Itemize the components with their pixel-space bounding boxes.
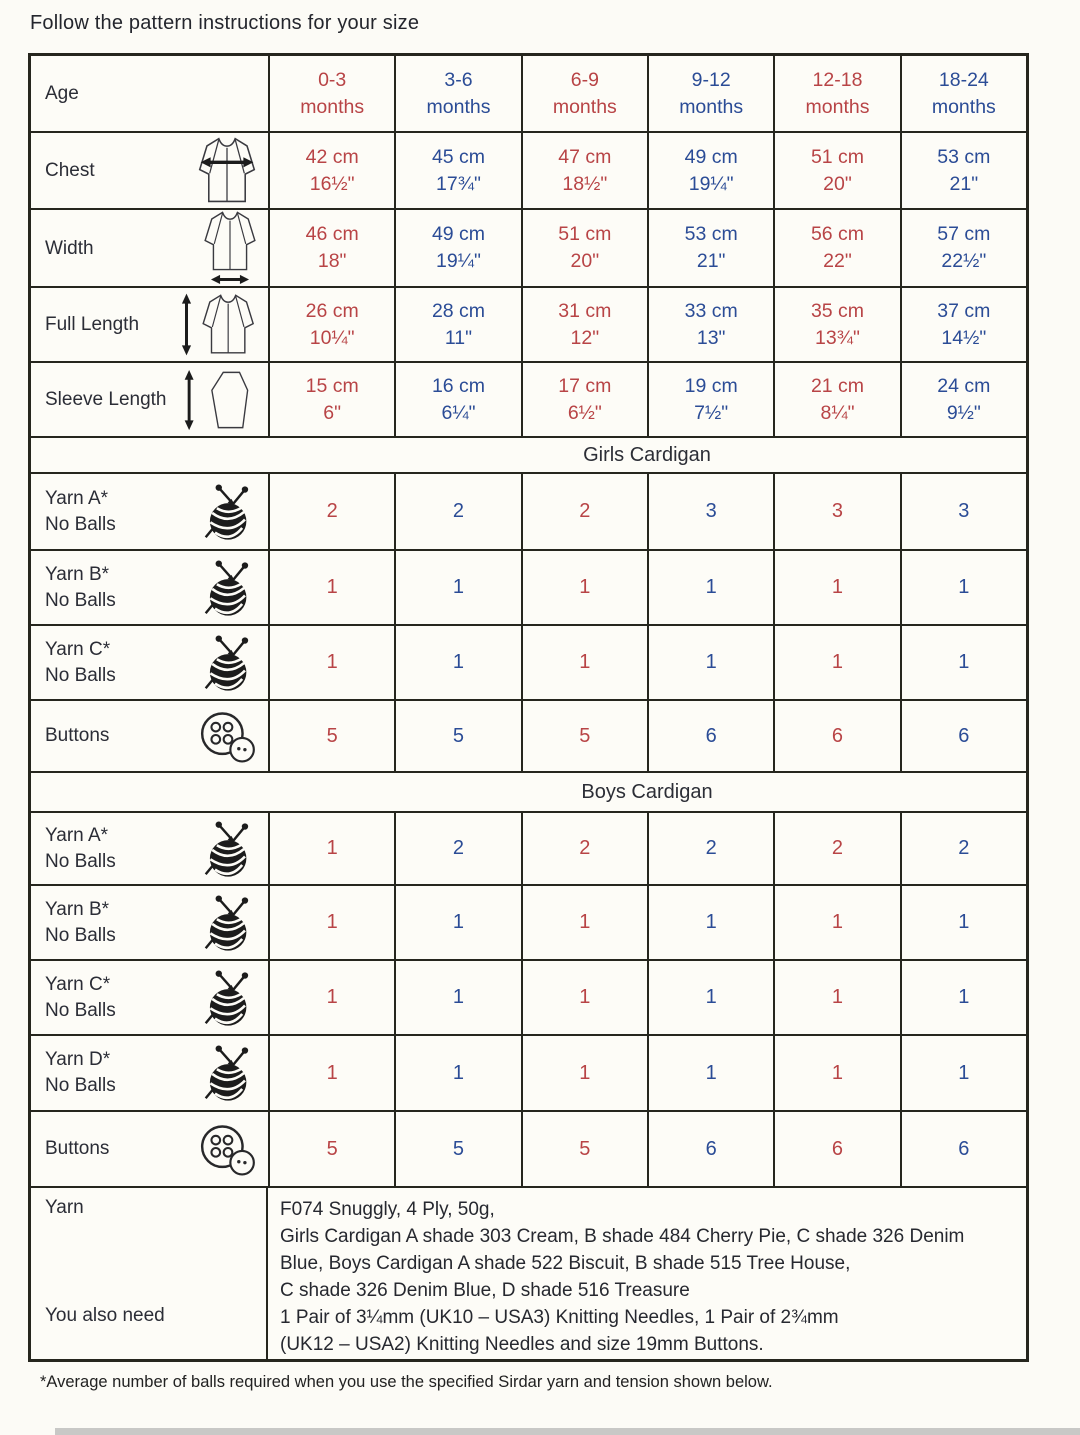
measurement-inches: 11": [444, 326, 473, 349]
requirement-value: 1: [831, 1061, 844, 1084]
requirement-value: 1: [831, 651, 844, 673]
requirement-value-cell: [773, 1034, 899, 1110]
sleeve-length-icon: [181, 367, 259, 433]
requirement-value: 1: [705, 1061, 717, 1084]
row-label-boys-buttons: [31, 1110, 268, 1186]
requirement-value-cell: [268, 624, 394, 699]
measurement-inches: 17¾": [436, 172, 481, 195]
measurement-cm: 51 cm: [558, 223, 612, 245]
section-title: Girls Cardigan: [583, 443, 711, 466]
requirement-sublabel: No Balls: [45, 513, 116, 535]
requirement-sublabel: No Balls: [45, 664, 116, 686]
measurement-label: Width: [45, 237, 94, 259]
requirement-value: 1: [579, 911, 591, 933]
requirement-value: 5: [579, 724, 591, 747]
measurement-inches: 19¼": [436, 250, 481, 272]
requirement-value-cell: [521, 959, 647, 1034]
requirement-value: 1: [452, 651, 465, 673]
measurement-cm: 46 cm: [305, 223, 359, 245]
requirement-value: 5: [579, 1137, 591, 1160]
row-label-boys-yarn-d: [31, 1034, 268, 1110]
requirement-value-cell: [394, 884, 520, 959]
you-also-need-label: You also need: [45, 1305, 165, 1326]
requirement-value: 1: [705, 651, 717, 673]
measurement-inches: 14½": [941, 326, 987, 349]
requirement-value-cell: [394, 811, 520, 884]
requirement-value: 5: [452, 1137, 465, 1160]
measurement-cm: 21 cm: [810, 374, 865, 397]
measurement-cm: 15 cm: [305, 374, 359, 397]
requirement-value: 1: [831, 986, 844, 1008]
requirement-value: 6: [958, 1137, 970, 1160]
measurement-inches: 20": [570, 250, 600, 272]
measurement-cm: 42 cm: [305, 145, 359, 168]
measurement-value-cell: [773, 131, 899, 208]
yarn-ball-icon: [201, 892, 259, 954]
age-column-header: [521, 56, 647, 131]
age-column-header: [773, 56, 899, 131]
page-title: Follow the pattern instructions for your size: [30, 12, 420, 34]
requirement-value: 3: [705, 500, 717, 522]
measurement-value-cell: [773, 286, 899, 361]
measurement-cm: 16 cm: [431, 374, 486, 397]
measurement-cm: 35 cm: [810, 299, 865, 322]
requirement-value-cell: [647, 624, 773, 699]
row-label-chest: [31, 131, 268, 208]
requirement-value: 3: [831, 500, 844, 522]
requirement-value-cell: [521, 1110, 647, 1186]
requirement-value: 1: [452, 1061, 465, 1084]
requirement-value: 1: [958, 911, 970, 933]
row-label-girls-yarn-b: [31, 549, 268, 624]
measurement-cm: 45 cm: [431, 145, 486, 168]
requirement-value-cell: [268, 472, 394, 549]
measurement-inches: 20": [823, 172, 852, 195]
measurement-value-cell: [268, 208, 394, 286]
row-label-boys-yarn-b: [31, 884, 268, 959]
requirement-value-cell: [773, 549, 899, 624]
measurement-cm: 56 cm: [810, 223, 865, 245]
requirement-value: 2: [831, 837, 844, 859]
measurement-inches: 6¼": [441, 401, 476, 424]
requirement-value: 1: [579, 986, 591, 1008]
requirement-value-cell: [773, 472, 899, 549]
age-unit-label: months: [805, 95, 870, 118]
yarn-ball-icon: [201, 481, 259, 543]
measurement-label: Chest: [45, 160, 95, 181]
measurement-value-cell: [268, 131, 394, 208]
age-column-header: [394, 56, 520, 131]
measurement-inches: 7½": [694, 401, 729, 424]
requirement-value-cell: [268, 549, 394, 624]
measurement-value-cell: [521, 131, 647, 208]
measurement-cm: 51 cm: [810, 145, 865, 168]
measurement-value-cell: [268, 361, 394, 436]
requirement-value-cell: [900, 1034, 1026, 1110]
requirement-label-lines: [45, 562, 116, 614]
needles-buttons-line: (UK12 – USA2) Knitting Needles and size 19mm Buttons.: [280, 1334, 764, 1355]
requirement-value: 6: [705, 1137, 717, 1160]
requirement-sublabel: No Balls: [45, 1075, 116, 1096]
requirement-value-cell: [647, 699, 773, 771]
requirement-value-cell: [647, 472, 773, 549]
age-range: 3-6: [444, 68, 473, 91]
yarn-ball-icon: [201, 557, 259, 619]
info-label-column: [31, 1188, 268, 1359]
requirement-value-cell: [647, 959, 773, 1034]
age-label: Age: [45, 83, 79, 104]
requirement-value-cell: [773, 811, 899, 884]
row-label-girls-yarn-c: [31, 624, 268, 699]
requirement-value-cell: [900, 1110, 1026, 1186]
requirement-value: 3: [958, 500, 970, 522]
yarn-ball-icon: [201, 632, 259, 694]
measurement-cm: 49 cm: [431, 223, 486, 245]
requirement-label-lines: [45, 486, 116, 538]
measurement-inches: 6": [323, 401, 342, 424]
yarn-row-label: Yarn: [45, 1197, 84, 1218]
yarn-details-line: Blue, Boys Cardigan A shade 522 Biscuit, B shade 515 Tree House,: [280, 1253, 851, 1274]
row-label-boys-yarn-c: [31, 959, 268, 1034]
requirement-value-cell: [647, 811, 773, 884]
requirement-value: 6: [958, 724, 970, 747]
measurement-value-cell: [394, 286, 520, 361]
requirement-value: 1: [326, 837, 338, 859]
requirement-value-cell: [773, 959, 899, 1034]
row-label-girls-yarn-a: [31, 472, 268, 549]
measurement-inches: 16½": [309, 172, 355, 195]
row-label-age: [31, 56, 268, 131]
age-unit-label: months: [426, 95, 491, 118]
measurement-value-cell: [900, 208, 1026, 286]
requirement-label: Yarn A*: [45, 487, 109, 509]
measurement-value-cell: [394, 208, 520, 286]
requirement-value-cell: [900, 472, 1026, 549]
requirement-value: 2: [452, 837, 465, 859]
requirement-value: 2: [452, 500, 465, 522]
requirement-value: 1: [705, 576, 717, 598]
measurement-cm: 57 cm: [937, 223, 991, 245]
requirement-value-cell: [394, 699, 520, 771]
measurement-inches: 19¼": [688, 172, 734, 195]
requirement-value: 1: [326, 986, 338, 1008]
measurement-inches: 22½": [941, 250, 987, 272]
yarn-details-line: Girls Cardigan A shade 303 Cream, B shade 484 Cherry Pie, C shade 326 Denim: [280, 1226, 965, 1247]
age-unit-label: months: [552, 95, 617, 118]
measurement-cm: 24 cm: [937, 374, 991, 397]
measurement-inches: 21": [696, 250, 726, 272]
requirement-value-cell: [647, 884, 773, 959]
scan-edge-artifact: [55, 1428, 1080, 1435]
requirement-label-lines: [45, 972, 116, 1024]
cardigan-width-icon: [201, 209, 259, 287]
requirement-value: 1: [705, 911, 717, 933]
requirement-value: 2: [326, 500, 338, 522]
section-header-boys-cardigan: [31, 771, 1026, 811]
requirement-value-cell: [394, 1110, 520, 1186]
requirement-value-cell: [521, 549, 647, 624]
measurement-inches: 22": [823, 250, 852, 272]
measurement-label: Sleeve Length: [45, 389, 167, 410]
requirement-value: 5: [326, 724, 338, 747]
info-text-column: [268, 1188, 1026, 1359]
requirement-value-cell: [268, 959, 394, 1034]
requirement-value: 1: [579, 651, 591, 673]
measurement-inches: 6½": [567, 401, 602, 424]
requirement-value-cell: [268, 1110, 394, 1186]
measurement-value-cell: [647, 361, 773, 436]
requirement-sublabel: No Balls: [45, 999, 116, 1021]
requirement-label: Buttons: [45, 1138, 110, 1159]
requirement-label: Yarn B*: [45, 563, 110, 585]
measurement-value-cell: [394, 361, 520, 436]
buttons-icon: [197, 709, 259, 764]
requirement-label-lines: [45, 637, 116, 689]
requirement-label-lines: [45, 723, 109, 749]
measurement-inches: 18": [317, 250, 347, 272]
age-range: 6-9: [570, 68, 599, 91]
needles-buttons-line: 1 Pair of 3¼mm (UK10 – USA3) Knitting Needles, 1 Pair of 2¾mm: [280, 1307, 839, 1328]
requirement-value: 1: [326, 576, 338, 598]
measurement-inches: 13": [696, 326, 726, 349]
measurement-cm: 31 cm: [558, 299, 612, 322]
measurement-value-cell: [521, 208, 647, 286]
measurement-value-cell: [647, 131, 773, 208]
requirement-value-cell: [268, 884, 394, 959]
requirement-value: 1: [579, 1061, 591, 1084]
requirement-value-cell: [773, 1110, 899, 1186]
requirement-value-cell: [773, 884, 899, 959]
section-header-girls-cardigan: [31, 436, 1026, 472]
requirement-value: 2: [958, 837, 970, 859]
requirement-value-cell: [268, 1034, 394, 1110]
requirement-value: 1: [958, 1061, 970, 1084]
requirement-value: 2: [579, 837, 591, 859]
measurement-cm: 26 cm: [305, 299, 359, 322]
requirement-value-cell: [900, 699, 1026, 771]
requirement-value-cell: [394, 959, 520, 1034]
cardigan-length-icon: [179, 291, 259, 358]
age-range: 18-24: [938, 68, 989, 91]
requirement-value: 1: [958, 576, 970, 598]
measurement-value-cell: [268, 286, 394, 361]
requirement-value-cell: [900, 624, 1026, 699]
row-label-width: [31, 208, 268, 286]
requirement-value-cell: [773, 699, 899, 771]
requirement-value-cell: [521, 699, 647, 771]
measurement-inches: 18½": [562, 172, 608, 195]
requirement-value-cell: [521, 1034, 647, 1110]
requirement-value-cell: [647, 1034, 773, 1110]
measurement-value-cell: [521, 361, 647, 436]
measurement-label: Full Length: [45, 314, 140, 335]
yarn-ball-icon: [201, 1042, 259, 1104]
requirement-value-cell: [394, 1034, 520, 1110]
measurement-cm: 53 cm: [684, 223, 738, 245]
requirement-label-lines: [45, 823, 116, 875]
requirement-value: 1: [452, 911, 465, 933]
section-title: Boys Cardigan: [581, 780, 713, 803]
measurement-value-cell: [773, 361, 899, 436]
measurement-value-cell: [521, 286, 647, 361]
requirement-label: Yarn C*: [45, 638, 111, 660]
age-unit-label: months: [300, 95, 365, 118]
measurement-inches: 13¾": [815, 326, 860, 349]
requirement-value: 5: [326, 1137, 338, 1160]
requirement-value-cell: [394, 624, 520, 699]
requirement-value-cell: [521, 624, 647, 699]
requirement-value: 6: [705, 724, 717, 747]
requirement-value: 1: [831, 576, 844, 598]
requirement-label: Yarn D*: [45, 1049, 111, 1070]
requirement-value-cell: [394, 472, 520, 549]
measurement-value-cell: [900, 361, 1026, 436]
measurement-cm: 53 cm: [937, 145, 991, 168]
measurement-value-cell: [900, 286, 1026, 361]
requirement-value: 1: [326, 651, 338, 673]
requirement-value-cell: [521, 811, 647, 884]
requirement-label: Yarn A*: [45, 824, 109, 846]
requirement-value-cell: [394, 549, 520, 624]
footnote: *Average number of balls required when you use the specified Sirdar yarn and tension shown below.: [40, 1373, 773, 1391]
requirement-value: 1: [958, 986, 970, 1008]
requirement-value: 6: [831, 724, 844, 747]
requirement-value: 1: [579, 576, 591, 598]
buttons-icon: [197, 1122, 259, 1177]
cardigan-chest-icon: [195, 135, 259, 206]
measurement-inches: 21": [949, 172, 979, 195]
row-label-girls-buttons: [31, 699, 268, 771]
requirement-label-lines: [45, 897, 116, 949]
requirement-value: 1: [958, 651, 970, 673]
measurement-inches: 9½": [946, 401, 981, 424]
row-label-sleeve-length: [31, 361, 268, 436]
measurement-cm: 17 cm: [558, 374, 612, 397]
requirement-value: 2: [705, 837, 717, 859]
age-range: 0-3: [318, 68, 347, 91]
measurement-cm: 37 cm: [937, 299, 991, 322]
requirement-label-lines: [45, 1047, 116, 1099]
age-column-header: [900, 56, 1026, 131]
requirement-label: Yarn B*: [45, 898, 110, 920]
measurement-cm: 47 cm: [558, 145, 612, 168]
yarn-info-section: [31, 1186, 1026, 1359]
requirement-value: 5: [452, 724, 465, 747]
age-column-header: [647, 56, 773, 131]
yarn-details-line: F074 Snuggly, 4 Ply, 50g,: [280, 1199, 495, 1220]
yarn-ball-icon: [201, 967, 259, 1029]
measurement-inches: 12": [570, 326, 600, 349]
requirement-value-cell: [521, 884, 647, 959]
requirement-value-cell: [900, 811, 1026, 884]
measurement-cm: 19 cm: [684, 374, 738, 397]
measurement-inches: 8¼": [820, 401, 855, 424]
size-table: [28, 53, 1029, 1362]
requirement-value: 6: [831, 1137, 844, 1160]
measurement-value-cell: [394, 131, 520, 208]
age-unit-label: months: [679, 95, 744, 118]
requirement-value: 1: [705, 986, 717, 1008]
requirement-value-cell: [268, 699, 394, 771]
requirement-value-cell: [900, 884, 1026, 959]
yarn-ball-icon: [201, 818, 259, 880]
measurement-value-cell: [773, 208, 899, 286]
yarn-details-line: C shade 326 Denim Blue, D shade 516 Treasure: [280, 1280, 690, 1301]
requirement-value-cell: [268, 811, 394, 884]
requirement-value-cell: [647, 1110, 773, 1186]
requirement-value: 1: [452, 576, 465, 598]
requirement-label: Buttons: [45, 725, 110, 746]
requirement-value: 2: [579, 500, 591, 522]
requirement-value-cell: [900, 549, 1026, 624]
requirement-value-cell: [773, 624, 899, 699]
age-column-header: [268, 56, 394, 131]
measurement-inches: 10¼": [309, 326, 355, 349]
requirement-value-cell: [647, 549, 773, 624]
row-label-boys-yarn-a: [31, 811, 268, 884]
measurement-value-cell: [900, 131, 1026, 208]
requirement-value: 1: [326, 1061, 338, 1084]
age-range: 9-12: [691, 68, 731, 91]
age-range: 12-18: [812, 68, 863, 91]
measurement-cm: 28 cm: [431, 299, 486, 322]
requirement-label-lines: [45, 1136, 109, 1162]
requirement-label: Yarn C*: [45, 973, 111, 995]
requirement-sublabel: No Balls: [45, 589, 116, 611]
requirement-value: 1: [831, 911, 844, 933]
requirement-sublabel: No Balls: [45, 924, 116, 946]
row-label-full-length: [31, 286, 268, 361]
requirement-value: 1: [326, 911, 338, 933]
requirement-value: 1: [452, 986, 465, 1008]
requirement-value-cell: [900, 959, 1026, 1034]
requirement-value-cell: [521, 472, 647, 549]
age-unit-label: months: [931, 95, 996, 118]
requirement-sublabel: No Balls: [45, 850, 116, 872]
measurement-value-cell: [647, 286, 773, 361]
measurement-cm: 49 cm: [684, 145, 738, 168]
measurement-cm: 33 cm: [684, 299, 738, 322]
measurement-value-cell: [647, 208, 773, 286]
